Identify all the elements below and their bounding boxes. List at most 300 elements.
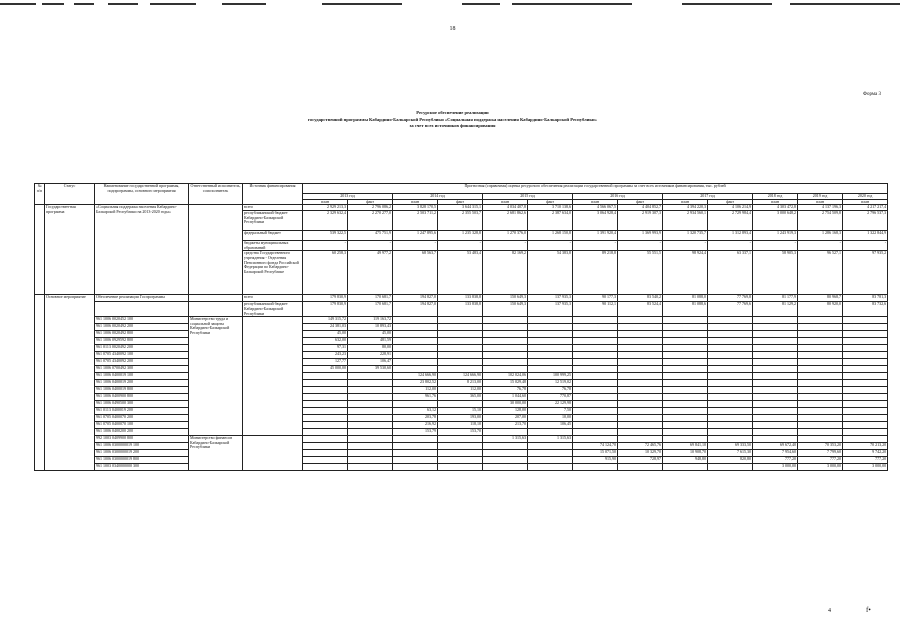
value-cell: 45 000,00 <box>303 366 348 373</box>
budget-code: 961 1006 0020492 800 <box>95 331 189 338</box>
table-row <box>35 450 888 457</box>
scan-artifact-line <box>222 3 266 5</box>
value-cell: 10 893,43 <box>348 324 393 331</box>
header-subcolumn: факт <box>348 199 393 205</box>
measure-executor-blank <box>189 302 243 317</box>
value-cell <box>303 436 348 443</box>
value-cell <box>483 457 528 464</box>
title-line: Ресурсное обеспечение реализации <box>416 110 489 115</box>
value-cell <box>798 401 843 408</box>
value-cell <box>393 401 438 408</box>
value-cell: 1 315,63 <box>483 436 528 443</box>
value-cell <box>753 366 798 373</box>
header-subcolumn: план <box>573 199 618 205</box>
value-cell <box>573 338 618 345</box>
value-cell <box>798 352 843 359</box>
value-cell: 4 303 472,8 <box>753 205 798 211</box>
value-cell <box>528 359 573 366</box>
value-cell: 70 213,20 <box>843 443 888 450</box>
value-cell: - <box>348 241 393 251</box>
value-cell <box>348 373 393 380</box>
value-cell: 74 124,70 <box>573 443 618 450</box>
value-cell: 228,91 <box>348 352 393 359</box>
table-row <box>35 464 888 471</box>
value-cell: 820,80 <box>708 457 753 464</box>
value-cell: 2 355 503,7 <box>438 211 483 231</box>
value-cell: 150 649,3 <box>483 302 528 317</box>
value-cell: 149 315,72 <box>303 317 348 324</box>
value-cell <box>483 317 528 324</box>
value-cell: 1 247 895,6 <box>393 231 438 241</box>
value-cell: 2 796 086,2 <box>348 205 393 211</box>
value-cell: - <box>843 241 888 251</box>
value-cell <box>708 331 753 338</box>
value-cell <box>303 464 348 471</box>
header-subcolumn: факт <box>708 199 753 205</box>
value-cell <box>303 450 348 457</box>
value-cell: 4 034 407,8 <box>483 205 528 211</box>
budget-code: 961 0113 0400019 200 <box>95 408 189 415</box>
value-cell: 98 924,4 <box>663 251 708 295</box>
value-cell: 4 106 214,9 <box>708 205 753 211</box>
value-cell <box>618 387 663 394</box>
funding-source: всего <box>243 205 303 211</box>
value-cell <box>483 429 528 436</box>
value-cell: 4 217 217,4 <box>843 205 888 211</box>
value-cell: 15,10 <box>438 408 483 415</box>
value-cell <box>798 422 843 429</box>
value-cell <box>573 401 618 408</box>
measure-name-blank <box>95 302 189 317</box>
value-cell: 77 769,8 <box>708 295 753 302</box>
value-cell: 100 999,25 <box>528 373 573 380</box>
funding-source: бюджеты муниципальных образований <box>243 241 303 251</box>
value-cell <box>393 331 438 338</box>
value-cell: 2 796 537,3 <box>843 211 888 231</box>
value-cell: 1 320 735,7 <box>663 231 708 241</box>
value-cell: 1 270 376,0 <box>483 231 528 241</box>
value-cell <box>618 359 663 366</box>
value-cell: 10,00 <box>528 415 573 422</box>
value-cell <box>393 457 438 464</box>
table-row <box>35 415 888 422</box>
value-cell <box>483 352 528 359</box>
value-cell <box>303 415 348 422</box>
value-cell <box>438 359 483 366</box>
value-cell <box>663 317 708 324</box>
value-cell <box>393 464 438 471</box>
value-cell <box>843 429 888 436</box>
value-cell: 124 666,90 <box>393 373 438 380</box>
value-cell <box>843 331 888 338</box>
value-cell <box>618 324 663 331</box>
value-cell <box>663 359 708 366</box>
value-cell <box>753 359 798 366</box>
budget-code: 961 0705 4340092 200 <box>95 359 189 366</box>
header-subcolumn: факт <box>438 199 483 205</box>
value-cell <box>843 317 888 324</box>
value-cell: 63,12 <box>393 408 438 415</box>
value-cell: 89 218,8 <box>573 251 618 295</box>
value-cell: 2 681 862,6 <box>483 211 528 231</box>
value-cell <box>483 359 528 366</box>
resource-table <box>34 183 888 471</box>
value-cell <box>393 317 438 324</box>
value-cell: 102 024,06 <box>483 373 528 380</box>
table-row <box>35 408 888 415</box>
value-cell <box>438 436 483 443</box>
value-cell <box>618 464 663 471</box>
scan-artifact-line <box>42 3 64 5</box>
value-cell <box>438 464 483 471</box>
value-cell <box>843 415 888 422</box>
value-cell <box>618 394 663 401</box>
value-cell <box>753 394 798 401</box>
value-cell <box>798 387 843 394</box>
value-cell <box>573 408 618 415</box>
value-cell: 207,00 <box>483 415 528 422</box>
value-cell <box>753 338 798 345</box>
value-cell <box>798 338 843 345</box>
value-cell <box>663 324 708 331</box>
value-cell <box>438 331 483 338</box>
value-cell <box>483 331 528 338</box>
value-cell <box>618 352 663 359</box>
program-name: «Социальная поддержка населения Кабардино-Балкарской Республики на 2013-2020 годы» <box>95 205 189 295</box>
value-cell: 2 919 307,3 <box>618 211 663 231</box>
value-cell <box>348 436 393 443</box>
row-number <box>35 295 45 471</box>
value-cell: 1 322 844,9 <box>843 231 888 241</box>
value-cell <box>708 415 753 422</box>
value-cell <box>798 429 843 436</box>
value-cell <box>348 380 393 387</box>
budget-code: 961 0705 0400070 100 <box>95 422 189 429</box>
value-cell: - <box>618 241 663 251</box>
table-row <box>35 457 888 464</box>
value-cell <box>348 394 393 401</box>
value-cell: 193,00 <box>438 415 483 422</box>
value-cell: 3 064 928,4 <box>573 211 618 231</box>
value-cell: 76,78 <box>483 387 528 394</box>
value-cell: 961,76 <box>393 394 438 401</box>
header-no: № п/п <box>35 184 45 205</box>
value-cell <box>798 366 843 373</box>
value-cell <box>393 345 438 352</box>
value-cell: 1 286 168,3 <box>798 231 843 241</box>
header-year: 2014 год <box>393 194 483 200</box>
value-cell <box>573 436 618 443</box>
value-cell: 2 270 277,0 <box>348 211 393 231</box>
value-cell: 54 383,8 <box>528 251 573 295</box>
value-cell: 106,47 <box>348 359 393 366</box>
value-cell <box>753 352 798 359</box>
table-row <box>35 345 888 352</box>
value-cell: 119 163,72 <box>348 317 393 324</box>
table-row <box>35 338 888 345</box>
value-cell <box>663 394 708 401</box>
value-cell: 194 827,0 <box>393 295 438 302</box>
value-cell: 1 312 893,4 <box>708 231 753 241</box>
value-cell <box>663 436 708 443</box>
value-cell: 10 908,70 <box>663 450 708 457</box>
value-cell: 53 483,4 <box>438 251 483 295</box>
budget-code: 961 0705 0400070 200 <box>95 415 189 422</box>
value-cell: 2 329 632,4 <box>303 211 348 231</box>
budget-code: 992 1003 0409900 800 <box>95 436 189 443</box>
value-cell <box>798 394 843 401</box>
row-number <box>35 205 45 295</box>
value-cell <box>843 352 888 359</box>
value-cell <box>708 373 753 380</box>
value-cell <box>438 352 483 359</box>
value-cell: 2 754 509,8 <box>798 211 843 231</box>
value-cell <box>618 345 663 352</box>
value-cell: 12 519,02 <box>528 380 573 387</box>
value-cell <box>843 338 888 345</box>
value-cell <box>708 380 753 387</box>
table-row <box>35 317 888 324</box>
value-cell: 55 551,5 <box>618 251 663 295</box>
value-cell: 80,00 <box>348 345 393 352</box>
value-cell <box>618 429 663 436</box>
value-cell: 15 071,50 <box>573 450 618 457</box>
scan-artifact-line <box>512 3 632 5</box>
value-cell <box>528 317 573 324</box>
value-cell <box>708 387 753 394</box>
value-cell <box>348 464 393 471</box>
value-cell: 216,92 <box>393 422 438 429</box>
value-cell <box>393 338 438 345</box>
value-cell <box>528 464 573 471</box>
value-cell <box>753 373 798 380</box>
value-cell: 179 830,9 <box>303 295 348 302</box>
value-cell: 632,00 <box>303 338 348 345</box>
value-cell: 4 404 852,7 <box>618 205 663 211</box>
value-cell: 170 681,7 <box>348 295 393 302</box>
value-cell: 3 000,00 <box>753 464 798 471</box>
budget-code: 961 1006 0400019 200 <box>95 380 189 387</box>
value-cell <box>303 394 348 401</box>
value-cell <box>753 408 798 415</box>
value-cell: 97,31 <box>303 345 348 352</box>
program-status: Государствен-ная программа <box>45 205 95 295</box>
value-cell <box>708 338 753 345</box>
value-cell <box>843 380 888 387</box>
value-cell: 83 732,6 <box>843 302 888 317</box>
value-cell <box>663 338 708 345</box>
funding-source: средства Государственного учреждения - Отделения Пенсионного фонда Российской Федерации по Кабардино-Балкарской Республике <box>243 251 303 295</box>
value-cell: - <box>573 241 618 251</box>
value-cell: 81 088,6 <box>663 302 708 317</box>
value-cell <box>753 387 798 394</box>
funding-source: республиканский бюджет Кабардино-Балкарской Республики <box>243 211 303 231</box>
value-cell <box>573 366 618 373</box>
value-cell: 4 394 220,3 <box>663 205 708 211</box>
value-cell <box>798 331 843 338</box>
value-cell <box>303 422 348 429</box>
value-cell <box>753 380 798 387</box>
value-cell: 76,78 <box>528 387 573 394</box>
table-row <box>35 436 888 443</box>
value-cell: 45,00 <box>303 331 348 338</box>
value-cell <box>663 429 708 436</box>
table-row <box>35 443 888 450</box>
value-cell <box>528 331 573 338</box>
value-cell <box>348 401 393 408</box>
value-cell: 7 954,60 <box>753 450 798 457</box>
table-row <box>35 352 888 359</box>
table-row <box>35 387 888 394</box>
value-cell <box>573 317 618 324</box>
value-cell <box>798 436 843 443</box>
value-cell: 203,78 <box>393 415 438 422</box>
value-cell <box>483 345 528 352</box>
value-cell <box>708 317 753 324</box>
value-cell: 30 000,00 <box>483 401 528 408</box>
value-cell <box>708 408 753 415</box>
table-row <box>35 394 888 401</box>
header-subcolumn: факт <box>528 199 573 205</box>
value-cell: 83 524,4 <box>618 302 663 317</box>
value-cell <box>483 464 528 471</box>
value-cell <box>483 324 528 331</box>
source-cell <box>243 436 303 471</box>
header-year: 2013 год <box>303 194 393 200</box>
value-cell: 213,70 <box>483 422 528 429</box>
header-executor: Ответственный исполнитель, соисполнитель <box>189 184 243 205</box>
value-cell: 1 369 993,9 <box>618 231 663 241</box>
value-cell <box>843 366 888 373</box>
value-cell: 4 566 067,5 <box>573 205 618 211</box>
value-cell: - <box>393 241 438 251</box>
value-cell <box>663 401 708 408</box>
value-cell <box>483 366 528 373</box>
budget-code: 961 1006 0490500 300 <box>95 401 189 408</box>
value-cell <box>618 366 663 373</box>
value-cell: 15 029,48 <box>483 380 528 387</box>
value-cell: 23 802,52 <box>393 380 438 387</box>
value-cell: - <box>753 241 798 251</box>
value-cell <box>303 380 348 387</box>
value-cell <box>843 387 888 394</box>
value-cell: 90 177,3 <box>573 295 618 302</box>
value-cell <box>438 450 483 457</box>
value-cell <box>348 415 393 422</box>
value-cell: 80 920,0 <box>798 302 843 317</box>
header-year: 2019 год <box>798 194 843 200</box>
value-cell: 243,23 <box>303 352 348 359</box>
value-cell: 153,70 <box>438 429 483 436</box>
value-cell <box>708 324 753 331</box>
value-cell: 1 315,63 <box>528 436 573 443</box>
table-row <box>35 331 888 338</box>
value-cell: 9 742,20 <box>843 450 888 457</box>
value-cell: 83 781,3 <box>843 295 888 302</box>
value-cell: 128,00 <box>483 408 528 415</box>
value-cell <box>663 380 708 387</box>
budget-code: 961 1006 0929592 800 <box>95 338 189 345</box>
budget-code: 961 1006 0300000019 200 <box>95 450 189 457</box>
value-cell <box>303 457 348 464</box>
footer-mark: f• <box>866 606 871 614</box>
header-status: Статус <box>45 184 95 205</box>
value-cell <box>438 338 483 345</box>
value-cell <box>348 443 393 450</box>
value-cell: 1 235 328,8 <box>438 231 483 241</box>
scan-artifact-line <box>0 3 36 5</box>
value-cell <box>843 422 888 429</box>
value-cell: 728,97 <box>618 457 663 464</box>
value-cell <box>753 317 798 324</box>
value-cell: 69 333,50 <box>708 443 753 450</box>
value-cell <box>708 429 753 436</box>
value-cell <box>303 429 348 436</box>
value-cell: 150 649,3 <box>483 295 528 302</box>
scan-artifact-line <box>462 3 500 5</box>
value-cell <box>528 352 573 359</box>
value-cell: 58 905,3 <box>753 251 798 295</box>
value-cell <box>753 331 798 338</box>
value-cell: - <box>438 241 483 251</box>
budget-code: 961 1003 0340000000 300 <box>95 464 189 471</box>
value-cell: 3 828 170,5 <box>393 205 438 211</box>
value-cell: 83 540,2 <box>618 295 663 302</box>
table-row <box>35 422 888 429</box>
header-subcolumn: факт <box>618 199 663 205</box>
header-year: 2018 год <box>753 194 798 200</box>
value-cell <box>618 422 663 429</box>
value-cell <box>303 443 348 450</box>
budget-code: 961 0705 4340092 100 <box>95 352 189 359</box>
value-cell <box>618 436 663 443</box>
table-row <box>35 366 888 373</box>
value-cell <box>663 352 708 359</box>
title-line: государственной программы Кабардино-Балкарской Республики «Социальная поддержка населения Кабардино-Балкарской Республики» <box>308 116 597 122</box>
value-cell <box>798 317 843 324</box>
table-row <box>35 359 888 366</box>
value-cell <box>573 380 618 387</box>
budget-code: 961 1006 0020492 200 <box>95 324 189 331</box>
value-cell <box>708 394 753 401</box>
value-cell: 481,59 <box>348 338 393 345</box>
source-cell <box>243 317 303 436</box>
value-cell: 539 322,5 <box>303 231 348 241</box>
value-cell <box>483 450 528 457</box>
value-cell <box>393 450 438 457</box>
value-cell <box>618 408 663 415</box>
value-cell: 112,00 <box>393 387 438 394</box>
value-cell: 7,50 <box>528 408 573 415</box>
value-cell <box>573 359 618 366</box>
value-cell <box>843 359 888 366</box>
table-row <box>35 429 888 436</box>
value-cell <box>438 401 483 408</box>
value-cell <box>528 457 573 464</box>
value-cell <box>708 366 753 373</box>
header-year: 2015 год <box>483 194 573 200</box>
value-cell: 2 387 634,0 <box>528 211 573 231</box>
value-cell <box>438 366 483 373</box>
value-cell: 22 129,98 <box>528 401 573 408</box>
value-cell <box>663 331 708 338</box>
value-cell: 68 563,7 <box>393 251 438 295</box>
value-cell <box>843 373 888 380</box>
value-cell: 770,87 <box>528 394 573 401</box>
value-cell: 77 769,6 <box>708 302 753 317</box>
value-cell: 82 169,2 <box>483 251 528 295</box>
value-cell <box>393 366 438 373</box>
